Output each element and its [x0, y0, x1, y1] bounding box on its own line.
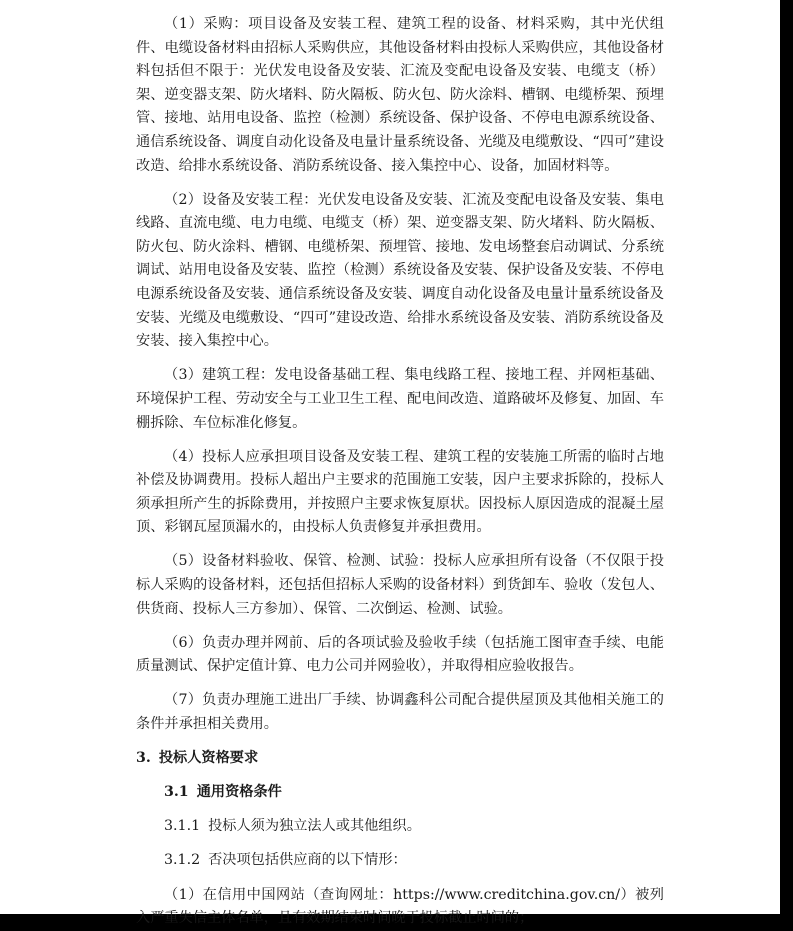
paragraph-credit-china: （1）在信用中国网站（查询网址：https://www.creditchina.gov.cn/）被列入严重失信主体名单，且有效期结束时间晚于投标截止时间的；	[136, 886, 664, 927]
paragraph-construction: （3）建筑工程：发电设备基础工程、集电线路工程、接地工程、并网柜基础、环境保护工程、劳动安全与工业卫生工程、配电间改造、道路破坏及修复、加固、车棚拆除、车位标准化修复。	[136, 367, 664, 431]
section-number: 3.	[136, 750, 151, 767]
clause-number: 3.1.2	[164, 852, 201, 869]
clause-number: 3.1.1	[164, 818, 201, 835]
clause-text: 投标人须为独立法人或其他组织。	[208, 818, 421, 835]
paragraph-equipment-installation: （2）设备及安装工程：光伏发电设备及安装、汇流及变配电设备及安装、集电线路、直流电缆、电力电缆、电缆支（桥）架、逆变器支架、防火堵料、防火隔板、防火包、防火涂料、槽钢、电缆桥架、预埋管、接地、发电场整套启动调试、分系统调试、站用电设备及安装、监控（检测）系统设备及安装、保护设备及安装、不停电电源系统设备及安装、通信系统设备及安装、调度自动化设备及电量计量系统设备及安装、光缆及电缆敷设、“四可”建设改造、给排水系统设备及安装、消防系统设备及安装、接入集控中心。	[136, 191, 664, 350]
subsection-title: 通用资格条件	[196, 784, 282, 801]
document-body	[136, 13, 664, 931]
clause-3-1-1	[136, 815, 664, 839]
subsection-number: 3.1	[164, 784, 189, 801]
paragraph-grid-procedures: （6）负责办理并网前、后的各项试验及验收手续（包括施工图审查手续、电能质量测试、保护定值计算、电力公司并网验收），并取得相应验收报告。	[136, 634, 664, 675]
paragraph-compensation: （4）投标人应承担项目设备及安装工程、建筑工程的安装施工所需的临时占地补偿及协调费用。投标人超出户主要求的范围施工安装，因户主要求拆除的，投标人须承担所产生的拆除费用，并按照户主要求恢复原状。因投标人原因造成的混凝土屋顶、彩钢瓦屋顶漏水的，由投标人负责修复并承担费用。	[136, 448, 664, 536]
paragraph-acceptance: （5）设备材料验收、保管、检测、试验：投标人应承担所有设备（不仅限于投标人采购的设备材料，还包括但招标人采购的设备材料）到货卸车、验收（发包人、供货商、投标人三方参加）、保管、二次倒运、检测、试验。	[136, 553, 664, 617]
clause-text: 否决项包括供应商的以下情形：	[208, 852, 407, 869]
section-heading-qualification	[136, 747, 664, 771]
paragraph-procurement: （1）采购：项目设备及安装工程、建筑工程的设备、材料采购，其中光伏组件、电缆设备材料由招标人采购供应，其他设备材料由投标人采购供应，其他设备材料包括但不限于：光伏发电设备及安装、汇流及变配电设备及安装、电缆支（桥）架、逆变器支架、防火堵料、防火隔板、防火包、防火涂料、槽钢、电缆桥架、预埋管、接地、站用电设备、监控（检测）系统设备、保护设备、不停电电源系统设备、通信系统设备、调度自动化设备及电量计量系统设备、光缆及电缆敷设、“四可”建设改造、给排水系统设备、消防系统设备、接入集控中心、设备，加固材料等。	[136, 16, 664, 174]
section-title: 投标人资格要求	[158, 750, 259, 767]
clause-3-1-2	[136, 849, 664, 873]
subsection-heading-general	[136, 781, 664, 805]
paragraph-site-access: （7）负责办理施工进出厂手续、协调鑫科公司配合提供屋顶及其他相关施工的条件并承担相关费用。	[136, 692, 664, 733]
